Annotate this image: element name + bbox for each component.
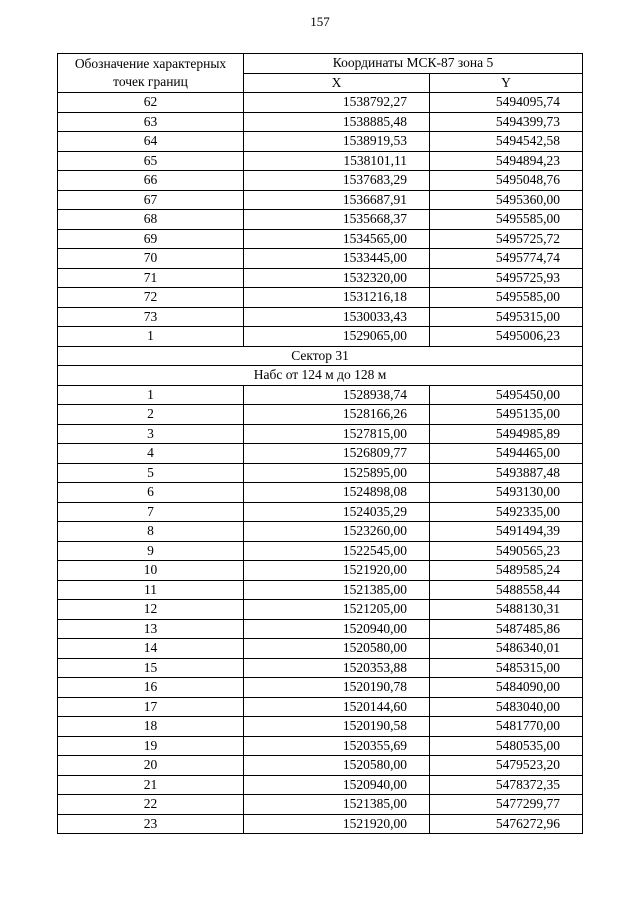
table-row	[58, 307, 583, 327]
point-number-cell: 12	[58, 600, 244, 620]
point-number-cell: 17	[58, 697, 244, 717]
x-coordinate-cell: 1521385,00	[244, 580, 430, 600]
point-number-cell: 63	[58, 112, 244, 132]
table-row	[58, 249, 583, 269]
x-coordinate-cell: 1523260,00	[244, 522, 430, 542]
x-coordinate-cell: 1537683,29	[244, 171, 430, 191]
y-coordinate-cell: 5488130,31	[430, 600, 583, 620]
y-coordinate-cell: 5493130,00	[430, 483, 583, 503]
x-coordinate-cell: 1535668,37	[244, 210, 430, 230]
table-row	[58, 463, 583, 483]
y-coordinate-cell: 5494399,73	[430, 112, 583, 132]
y-coordinate-cell: 5495585,00	[430, 288, 583, 308]
table-row	[58, 600, 583, 620]
point-designation-header: Обозначение характерных точек границ	[58, 54, 244, 93]
x-coordinate-cell: 1520940,00	[244, 775, 430, 795]
x-coordinate-cell: 1522545,00	[244, 541, 430, 561]
y-coordinate-cell: 5491494,39	[430, 522, 583, 542]
y-coordinate-cell: 5493887,48	[430, 463, 583, 483]
x-coordinate-cell: 1531216,18	[244, 288, 430, 308]
table-row	[58, 717, 583, 737]
x-coordinate-cell: 1521920,00	[244, 561, 430, 581]
table-row	[58, 580, 583, 600]
x-coordinate-cell: 1526809,77	[244, 444, 430, 464]
point-number-cell: 15	[58, 658, 244, 678]
table-row	[58, 210, 583, 230]
x-coordinate-cell: 1538792,27	[244, 93, 430, 113]
point-number-cell: 64	[58, 132, 244, 152]
y-coordinate-cell: 5494985,89	[430, 424, 583, 444]
table-row	[58, 190, 583, 210]
point-number-cell: 69	[58, 229, 244, 249]
point-number-cell: 23	[58, 814, 244, 834]
table-row	[58, 775, 583, 795]
table-header-row	[58, 54, 583, 74]
point-number-cell: 68	[58, 210, 244, 230]
y-column-header: Y	[430, 73, 583, 93]
section-subtitle-row	[58, 366, 583, 386]
section-title-row	[58, 346, 583, 366]
point-number-cell: 70	[58, 249, 244, 269]
x-coordinate-cell: 1521920,00	[244, 814, 430, 834]
table-row	[58, 561, 583, 581]
table-row	[58, 424, 583, 444]
table-row	[58, 756, 583, 776]
point-number-cell: 67	[58, 190, 244, 210]
x-coordinate-cell: 1520940,00	[244, 619, 430, 639]
table-row	[58, 619, 583, 639]
point-number-cell: 66	[58, 171, 244, 191]
section-title: Сектор 31	[58, 346, 583, 366]
x-coordinate-cell: 1532320,00	[244, 268, 430, 288]
point-number-cell: 65	[58, 151, 244, 171]
section-subtitle: Набс от 124 м до 128 м	[58, 366, 583, 386]
table-row	[58, 132, 583, 152]
x-coordinate-cell: 1524898,08	[244, 483, 430, 503]
x-coordinate-cell: 1538101,11	[244, 151, 430, 171]
x-coordinate-cell: 1525895,00	[244, 463, 430, 483]
table-row	[58, 814, 583, 834]
table-row	[58, 171, 583, 191]
y-coordinate-cell: 5484090,00	[430, 678, 583, 698]
coordinates-system-header: Координаты МСК-87 зона 5	[244, 54, 583, 74]
x-coordinate-cell: 1528938,74	[244, 385, 430, 405]
y-coordinate-cell: 5495450,00	[430, 385, 583, 405]
table-row	[58, 502, 583, 522]
y-coordinate-cell: 5494894,23	[430, 151, 583, 171]
x-coordinate-cell: 1538919,53	[244, 132, 430, 152]
point-number-cell: 16	[58, 678, 244, 698]
y-coordinate-cell: 5494542,58	[430, 132, 583, 152]
table-row	[58, 658, 583, 678]
point-number-cell: 1	[58, 327, 244, 347]
table-row	[58, 697, 583, 717]
point-number-cell: 62	[58, 93, 244, 113]
y-coordinate-cell: 5486340,01	[430, 639, 583, 659]
y-coordinate-cell: 5495585,00	[430, 210, 583, 230]
x-coordinate-cell: 1528166,26	[244, 405, 430, 425]
table-row	[58, 268, 583, 288]
y-coordinate-cell: 5495006,23	[430, 327, 583, 347]
point-number-cell: 5	[58, 463, 244, 483]
x-coordinate-cell: 1534565,00	[244, 229, 430, 249]
x-coordinate-cell: 1520580,00	[244, 756, 430, 776]
y-coordinate-cell: 5495135,00	[430, 405, 583, 425]
x-coordinate-cell: 1527815,00	[244, 424, 430, 444]
y-coordinate-cell: 5495725,93	[430, 268, 583, 288]
y-coordinate-cell: 5489585,24	[430, 561, 583, 581]
y-coordinate-cell: 5490565,23	[430, 541, 583, 561]
point-number-cell: 14	[58, 639, 244, 659]
x-coordinate-cell: 1520355,69	[244, 736, 430, 756]
table-row	[58, 327, 583, 347]
y-coordinate-cell: 5476272,96	[430, 814, 583, 834]
table-row	[58, 639, 583, 659]
y-coordinate-cell: 5477299,77	[430, 795, 583, 815]
x-coordinate-cell: 1530033,43	[244, 307, 430, 327]
point-number-cell: 21	[58, 775, 244, 795]
point-number-cell: 13	[58, 619, 244, 639]
y-coordinate-cell: 5481770,00	[430, 717, 583, 737]
point-number-cell: 20	[58, 756, 244, 776]
point-number-cell: 18	[58, 717, 244, 737]
table-row	[58, 288, 583, 308]
y-coordinate-cell: 5492335,00	[430, 502, 583, 522]
x-column-header: X	[244, 73, 430, 93]
y-coordinate-cell: 5495048,76	[430, 171, 583, 191]
y-coordinate-cell: 5494095,74	[430, 93, 583, 113]
point-number-cell: 19	[58, 736, 244, 756]
x-coordinate-cell: 1520190,78	[244, 678, 430, 698]
y-coordinate-cell: 5479523,20	[430, 756, 583, 776]
x-coordinate-cell: 1520580,00	[244, 639, 430, 659]
table-row	[58, 444, 583, 464]
table-row	[58, 522, 583, 542]
point-number-cell: 1	[58, 385, 244, 405]
x-coordinate-cell: 1520353,88	[244, 658, 430, 678]
point-number-cell: 3	[58, 424, 244, 444]
y-coordinate-cell: 5487485,86	[430, 619, 583, 639]
x-coordinate-cell: 1536687,91	[244, 190, 430, 210]
x-coordinate-cell: 1524035,29	[244, 502, 430, 522]
point-number-cell: 8	[58, 522, 244, 542]
table-row	[58, 151, 583, 171]
point-number-cell: 72	[58, 288, 244, 308]
table-row	[58, 678, 583, 698]
table-row	[58, 385, 583, 405]
y-coordinate-cell: 5494465,00	[430, 444, 583, 464]
point-number-cell: 22	[58, 795, 244, 815]
x-coordinate-cell: 1538885,48	[244, 112, 430, 132]
table-row	[58, 229, 583, 249]
y-coordinate-cell: 5495315,00	[430, 307, 583, 327]
point-number-cell: 9	[58, 541, 244, 561]
x-coordinate-cell: 1520144,60	[244, 697, 430, 717]
point-number-cell: 6	[58, 483, 244, 503]
point-number-cell: 10	[58, 561, 244, 581]
point-number-cell: 7	[58, 502, 244, 522]
table-row	[58, 795, 583, 815]
table-row	[58, 541, 583, 561]
x-coordinate-cell: 1521385,00	[244, 795, 430, 815]
x-coordinate-cell: 1520190,58	[244, 717, 430, 737]
y-coordinate-cell: 5495774,74	[430, 249, 583, 269]
table-row	[58, 405, 583, 425]
table-row	[58, 93, 583, 113]
y-coordinate-cell: 5495360,00	[430, 190, 583, 210]
point-number-cell: 71	[58, 268, 244, 288]
point-number-cell: 11	[58, 580, 244, 600]
y-coordinate-cell: 5483040,00	[430, 697, 583, 717]
table-row	[58, 483, 583, 503]
y-coordinate-cell: 5488558,44	[430, 580, 583, 600]
point-number-cell: 2	[58, 405, 244, 425]
coordinates-table	[57, 53, 583, 834]
x-coordinate-cell: 1521205,00	[244, 600, 430, 620]
x-coordinate-cell: 1529065,00	[244, 327, 430, 347]
point-number-cell: 73	[58, 307, 244, 327]
y-coordinate-cell: 5485315,00	[430, 658, 583, 678]
y-coordinate-cell: 5495725,72	[430, 229, 583, 249]
x-coordinate-cell: 1533445,00	[244, 249, 430, 269]
table-row	[58, 736, 583, 756]
table-row	[58, 112, 583, 132]
point-number-cell: 4	[58, 444, 244, 464]
y-coordinate-cell: 5480535,00	[430, 736, 583, 756]
y-coordinate-cell: 5478372,35	[430, 775, 583, 795]
page-number: 157	[310, 14, 330, 29]
